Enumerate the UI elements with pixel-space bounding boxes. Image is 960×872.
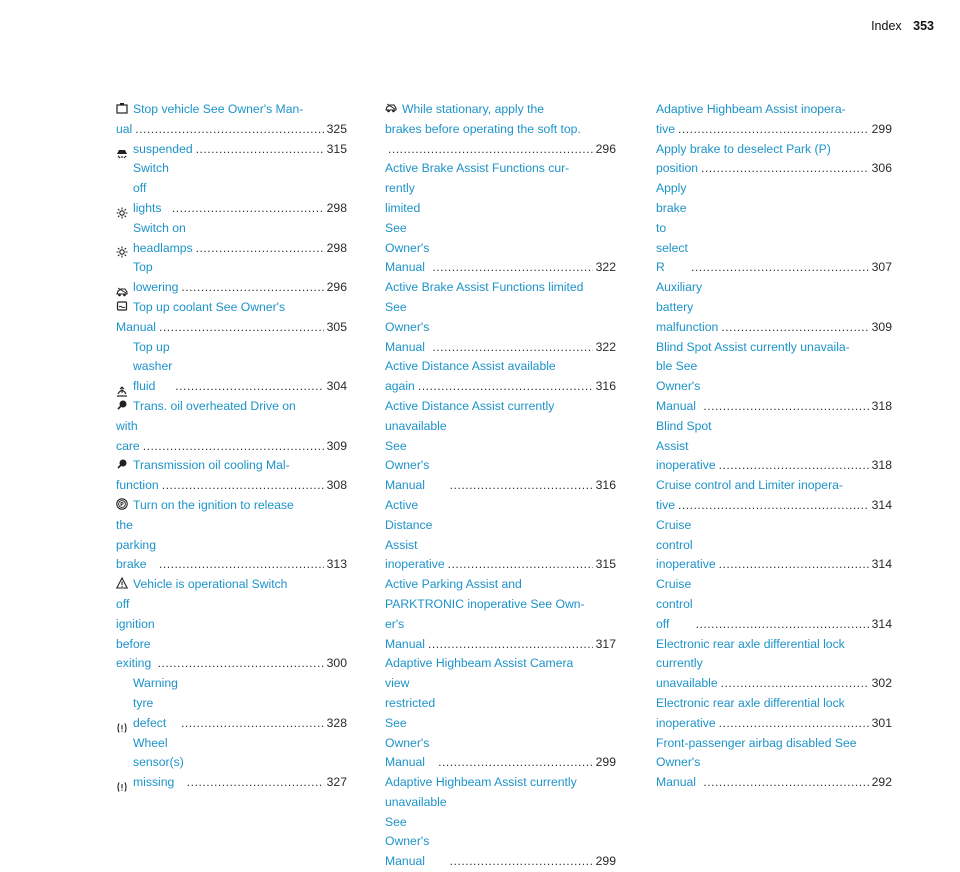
index-entry bbox=[116, 397, 347, 456]
index-entry-last-line bbox=[656, 357, 892, 416]
index-entry bbox=[116, 258, 347, 298]
index-entry-text: Cruise control and Limiter inopera- bbox=[656, 478, 843, 493]
page-reference[interactable]: 300 bbox=[326, 656, 347, 671]
index-entry-text: currently unavailable bbox=[656, 656, 718, 691]
dot-leaders bbox=[721, 674, 869, 694]
index-entry bbox=[385, 278, 616, 357]
index-entry-text: Adaptive Highbeam Assist inopera- bbox=[656, 102, 846, 116]
index-entry bbox=[385, 496, 616, 575]
index-entry-text: again bbox=[385, 379, 415, 394]
page-reference[interactable]: 302 bbox=[871, 676, 892, 691]
page-reference[interactable]: 316 bbox=[595, 478, 616, 493]
index-entry-text: inoperative bbox=[656, 715, 716, 730]
index-entry bbox=[116, 338, 347, 397]
dot-leaders bbox=[450, 852, 593, 872]
index-entry-text: view restricted See Owner's Manual bbox=[385, 676, 436, 770]
index-entry-line bbox=[656, 734, 892, 754]
index-entry-text: Front-passenger airbag disabled See bbox=[656, 735, 857, 750]
index-entry-line bbox=[385, 278, 616, 298]
dot-leaders bbox=[701, 159, 869, 179]
index-entry-line bbox=[385, 159, 616, 179]
index-entry bbox=[116, 159, 347, 218]
dot-leaders bbox=[703, 397, 868, 417]
index-entry-last-line bbox=[656, 575, 892, 634]
index-entry-line bbox=[385, 397, 616, 417]
index-entry-text: Stop vehicle See Owner's Man- bbox=[133, 102, 304, 116]
page-header bbox=[871, 19, 934, 33]
index-entry-text: Active Distance Assist available bbox=[385, 359, 556, 374]
page-reference[interactable]: 292 bbox=[871, 775, 892, 790]
page-reference[interactable]: 306 bbox=[871, 161, 892, 176]
index-entry-text: Active Distance Assist currently bbox=[385, 398, 555, 413]
index-entry-last-line bbox=[116, 734, 347, 793]
page-reference[interactable]: 322 bbox=[595, 339, 616, 354]
dot-leaders bbox=[388, 140, 593, 160]
index-entry-text: function bbox=[116, 478, 159, 493]
index-entry-text: Blind Spot Assist currently unavaila- bbox=[656, 339, 850, 354]
tyre-warning-icon bbox=[116, 781, 128, 793]
suspension-icon bbox=[116, 147, 128, 159]
dot-leaders bbox=[721, 318, 868, 338]
index-entry-last-line bbox=[116, 120, 347, 140]
index-entry-last-line bbox=[385, 496, 616, 575]
dot-leaders bbox=[196, 239, 324, 259]
index-entry-text: er's Manual bbox=[385, 616, 425, 651]
index-entry-last-line bbox=[385, 179, 616, 278]
index-entry bbox=[116, 734, 347, 793]
index-entry-text: Turn on the ignition to release bbox=[133, 497, 294, 512]
index-entry bbox=[656, 417, 892, 476]
index-entry bbox=[116, 456, 347, 496]
page-number: 353 bbox=[913, 19, 934, 33]
transmission-oil-icon bbox=[116, 399, 128, 411]
dot-leaders bbox=[448, 555, 593, 575]
index-entry-line bbox=[385, 575, 616, 595]
page-reference[interactable]: 314 bbox=[871, 616, 892, 631]
index-entry-line bbox=[116, 456, 347, 476]
index-entry-last-line bbox=[116, 318, 347, 338]
stop-vehicle-icon bbox=[116, 102, 128, 114]
page-reference[interactable]: 299 bbox=[595, 854, 616, 869]
index-entry-line bbox=[385, 773, 616, 793]
index-entry-text: suspended bbox=[133, 141, 193, 156]
page-reference[interactable]: 315 bbox=[326, 141, 347, 156]
index-entry bbox=[656, 694, 892, 734]
dot-leaders bbox=[678, 120, 869, 140]
dot-leaders bbox=[143, 437, 324, 457]
page-reference[interactable]: 313 bbox=[326, 557, 347, 572]
index-entry-line bbox=[385, 120, 616, 140]
index-column-2 bbox=[385, 100, 616, 872]
index-entry-last-line bbox=[116, 476, 347, 496]
dot-leaders bbox=[159, 318, 324, 338]
index-entry bbox=[656, 476, 892, 516]
index-entry-last-line bbox=[385, 674, 616, 773]
index-entry-line bbox=[385, 100, 616, 120]
index-entry bbox=[116, 298, 347, 338]
index-entry-text: ual bbox=[116, 121, 133, 136]
index-entry-text: Electronic rear axle differential lock bbox=[656, 636, 845, 651]
index-entry-last-line bbox=[656, 417, 892, 476]
dot-leaders bbox=[162, 476, 324, 496]
index-entry-last-line bbox=[385, 417, 616, 496]
page-reference[interactable]: 308 bbox=[326, 478, 347, 493]
index-entry-text: Vehicle is operational Switch bbox=[133, 577, 288, 592]
index-entry-text: the parking brake bbox=[116, 517, 156, 572]
index-entry-text: Blind Spot Assist inoperative bbox=[656, 418, 716, 473]
index-entry-text: Switch off lights bbox=[133, 161, 169, 215]
index-entry bbox=[656, 179, 892, 278]
dot-leaders bbox=[719, 555, 869, 575]
index-entry-line bbox=[656, 140, 892, 160]
dot-leaders bbox=[432, 258, 592, 278]
page-reference[interactable]: 296 bbox=[326, 280, 347, 295]
index-entry-text: with care bbox=[116, 418, 140, 453]
index-entry-text: Top up washer fluid bbox=[133, 339, 173, 394]
dot-leaders bbox=[175, 377, 323, 397]
page-reference[interactable]: 325 bbox=[326, 121, 347, 136]
index-column-3 bbox=[656, 100, 892, 793]
page-reference[interactable]: 314 bbox=[871, 497, 892, 512]
index-entry-last-line bbox=[116, 258, 347, 298]
page-reference[interactable]: 328 bbox=[326, 715, 347, 730]
car-lowering-icon bbox=[385, 102, 397, 114]
index-entry-text: Top lowering bbox=[133, 260, 179, 295]
index-entry-last-line bbox=[116, 159, 347, 218]
index-entry-last-line bbox=[656, 753, 892, 793]
warning-triangle-icon bbox=[116, 577, 128, 589]
dot-leaders bbox=[418, 377, 593, 397]
page-reference[interactable]: 322 bbox=[595, 260, 616, 275]
page-reference[interactable]: 314 bbox=[871, 557, 892, 572]
index-entry bbox=[116, 100, 347, 140]
index-entry-line bbox=[116, 397, 347, 417]
index-entry-text: Auxiliary battery malfunction bbox=[656, 280, 719, 334]
index-column-1 bbox=[116, 100, 347, 793]
index-entry-text: Adaptive Highbeam Assist Camera bbox=[385, 656, 574, 671]
index-entry bbox=[656, 140, 892, 180]
index-entry bbox=[656, 516, 892, 575]
index-entry-last-line bbox=[656, 714, 892, 734]
index-entry bbox=[656, 100, 892, 140]
index-entry-text: Cruise control inoperative bbox=[656, 517, 716, 572]
dot-leaders bbox=[719, 456, 869, 476]
dot-leaders bbox=[428, 635, 593, 655]
index-entry bbox=[385, 159, 616, 278]
index-entry-line bbox=[116, 100, 347, 120]
index-entry-text: Top up coolant See Owner's bbox=[133, 299, 286, 314]
dot-leaders bbox=[703, 773, 868, 793]
page-reference[interactable]: 327 bbox=[326, 775, 347, 790]
light-icon bbox=[116, 207, 128, 219]
dot-leaders bbox=[678, 496, 869, 516]
index-entry-last-line bbox=[656, 179, 892, 278]
index-entry-text: Owner's Manual bbox=[656, 755, 701, 790]
index-entry-text: Apply brake to select R bbox=[656, 181, 688, 275]
index-entry-last-line bbox=[656, 496, 892, 516]
dot-leaders bbox=[691, 258, 869, 278]
index-entry-text: Warning tyre defect bbox=[133, 676, 178, 730]
dot-leaders bbox=[432, 338, 592, 358]
index-entry-text: Apply brake to deselect Park (P) bbox=[656, 141, 831, 156]
index-entry-line bbox=[656, 694, 892, 714]
index-entry-line bbox=[656, 635, 892, 655]
index-entry bbox=[116, 575, 347, 674]
index-entry-text: brakes before operating the soft top. bbox=[385, 121, 581, 136]
index-entry-last-line bbox=[116, 674, 347, 733]
dot-leaders bbox=[450, 476, 593, 496]
index-entry-last-line bbox=[385, 793, 616, 872]
index-entry bbox=[656, 278, 892, 337]
index-entry-last-line bbox=[656, 654, 892, 694]
dot-leaders bbox=[187, 773, 324, 793]
index-entry bbox=[656, 575, 892, 634]
page-reference[interactable]: 318 bbox=[871, 398, 892, 413]
header-title: Index bbox=[871, 19, 902, 33]
index-entry-text: Electronic rear axle differential lock bbox=[656, 695, 845, 710]
dot-leaders bbox=[135, 120, 323, 140]
index-entry-text: unavailable See Owner's Manual bbox=[385, 794, 447, 869]
index-entry-text: unavailable See Owner's Manual bbox=[385, 418, 447, 493]
page-reference[interactable]: 317 bbox=[595, 636, 616, 651]
index-entry-text: tive bbox=[656, 121, 675, 136]
index-entry-last-line bbox=[116, 338, 347, 397]
dot-leaders bbox=[172, 199, 324, 219]
index-entry bbox=[116, 219, 347, 259]
index-entry-line bbox=[385, 654, 616, 674]
page-reference[interactable]: 315 bbox=[595, 557, 616, 572]
page-reference[interactable]: 298 bbox=[326, 240, 347, 255]
index-entry-last-line bbox=[116, 595, 347, 674]
index-entry-text: Switch on headlamps bbox=[133, 220, 193, 255]
index-entry-last-line bbox=[385, 377, 616, 397]
index-entry-text: Active Brake Assist Functions cur- bbox=[385, 161, 570, 176]
index-entry-text: Active Distance Assist inoperative bbox=[385, 497, 445, 572]
index-entry-last-line bbox=[656, 159, 892, 179]
index-entry bbox=[656, 635, 892, 694]
index-entry bbox=[385, 575, 616, 654]
coolant-icon bbox=[116, 300, 128, 312]
index-entry bbox=[385, 397, 616, 496]
index-entry-text: Active Parking Assist and bbox=[385, 577, 522, 592]
dot-leaders bbox=[719, 714, 869, 734]
page-reference[interactable]: 309 bbox=[871, 319, 892, 334]
index-entry-text: PARKTRONIC inoperative See Own- bbox=[385, 596, 585, 611]
index-entry-line bbox=[116, 496, 347, 516]
index-entry-line bbox=[656, 476, 892, 496]
index-entry-text: position bbox=[656, 161, 699, 176]
index-entry bbox=[385, 357, 616, 397]
index-entry-text: Transmission oil cooling Mal- bbox=[133, 458, 290, 473]
index-entry-line bbox=[116, 575, 347, 595]
dot-leaders bbox=[159, 555, 324, 575]
index-entry-text: Cruise control off bbox=[656, 577, 693, 631]
index-entry bbox=[116, 140, 347, 160]
index-entry-text: While stationary, apply the bbox=[402, 102, 545, 116]
dot-leaders bbox=[196, 140, 324, 160]
index-entry bbox=[385, 100, 616, 159]
dot-leaders bbox=[181, 278, 323, 298]
car-lowering-icon bbox=[116, 286, 128, 298]
index-entry bbox=[385, 654, 616, 773]
light-icon bbox=[116, 246, 128, 258]
index-entry-text: rently limited See Owner's Manual bbox=[385, 181, 430, 275]
index-entry-last-line bbox=[116, 219, 347, 259]
page-reference[interactable]: 316 bbox=[595, 379, 616, 394]
dot-leaders bbox=[696, 615, 869, 635]
index-entry-line bbox=[385, 595, 616, 615]
index-entry-last-line bbox=[116, 516, 347, 575]
index-entry-text: off ignition before exiting bbox=[116, 596, 155, 671]
washer-fluid-icon bbox=[116, 385, 128, 397]
page-reference[interactable]: 298 bbox=[326, 200, 347, 215]
index-entry-text: Adaptive Highbeam Assist currently bbox=[385, 775, 577, 790]
page-reference[interactable]: 304 bbox=[326, 379, 347, 394]
index-entry-last-line bbox=[656, 516, 892, 575]
index-entry bbox=[656, 734, 892, 793]
index-entry-last-line bbox=[656, 278, 892, 337]
index-entry-last-line bbox=[116, 140, 347, 160]
page-reference[interactable]: 299 bbox=[595, 755, 616, 770]
index-entry-line bbox=[656, 338, 892, 358]
index-entry-last-line bbox=[385, 298, 616, 357]
index-entry bbox=[385, 773, 616, 872]
index-entry-text: See Owner's Manual bbox=[385, 299, 430, 354]
page-reference[interactable]: 296 bbox=[595, 141, 616, 156]
page-reference[interactable]: 318 bbox=[871, 458, 892, 473]
dot-leaders bbox=[158, 654, 324, 674]
page-reference[interactable]: 307 bbox=[871, 260, 892, 275]
index-entry bbox=[116, 674, 347, 733]
index-entry-text: Trans. oil overheated Drive on bbox=[133, 398, 296, 413]
index-entry-line bbox=[116, 298, 347, 318]
dot-leaders bbox=[438, 753, 593, 773]
index-entry-text: tive bbox=[656, 497, 675, 512]
index-entry-line bbox=[656, 100, 892, 120]
index-entry bbox=[656, 338, 892, 417]
index-entry-last-line bbox=[385, 140, 616, 160]
index-entry-text: Active Brake Assist Functions limited bbox=[385, 280, 584, 295]
svg-text:P: P bbox=[120, 501, 124, 508]
page-reference[interactable]: 309 bbox=[326, 438, 347, 453]
index-entry-last-line bbox=[656, 120, 892, 140]
index-entry-line bbox=[385, 357, 616, 377]
index-entry-text: Wheel sensor(s) missing bbox=[133, 735, 184, 790]
index-entry-last-line bbox=[385, 615, 616, 655]
index-entry-text: Manual bbox=[116, 319, 156, 334]
transmission-oil-icon bbox=[116, 458, 128, 470]
index-entry-text: ble See Owner's Manual bbox=[656, 359, 701, 413]
parking-brake-icon bbox=[116, 498, 128, 510]
page-reference[interactable]: 299 bbox=[871, 121, 892, 136]
page-reference[interactable]: 301 bbox=[871, 715, 892, 730]
index-entry-last-line bbox=[116, 417, 347, 457]
page-reference[interactable]: 305 bbox=[326, 319, 347, 334]
dot-leaders bbox=[181, 714, 324, 734]
tyre-warning-icon bbox=[116, 722, 128, 734]
index-entry bbox=[116, 496, 347, 575]
